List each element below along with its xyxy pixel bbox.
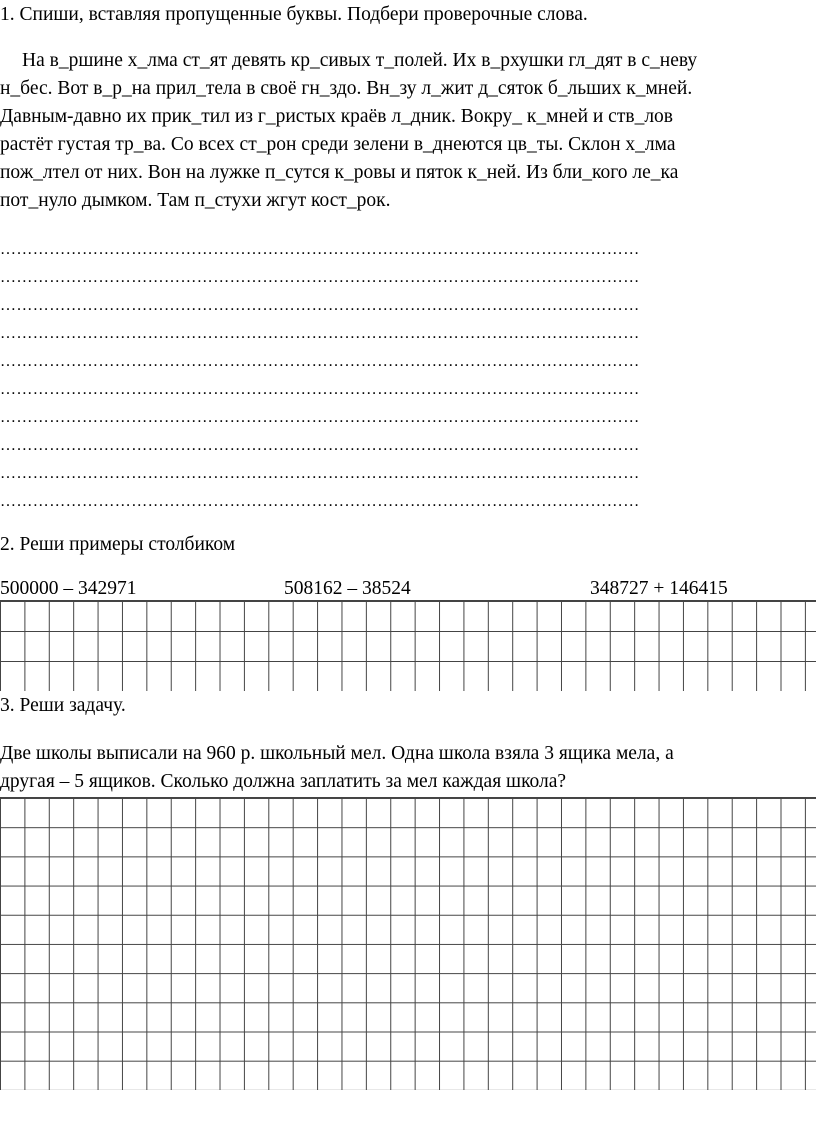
calculation-grid[interactable] (0, 600, 816, 691)
answer-dotted-line[interactable]: ……………………………………………………………………………………………………… (0, 241, 640, 258)
answer-dotted-line[interactable]: ……………………………………………………………………………………………………… (0, 465, 640, 482)
expression-2: 508162 – 38524 (284, 578, 411, 599)
task-3-problem-line: Две школы выписали на 960 р. школьный мел. Одна школа взяла 3 ящика мела, а (0, 743, 674, 764)
solution-grid[interactable] (0, 797, 816, 1090)
expression-3: 348727 + 146415 (590, 578, 728, 599)
task-1-text-line: растёт густая тр_ва. Со всех ст_рон среди зелени в_днеются цв_ты. Склон х_лма (0, 134, 676, 155)
answer-dotted-line[interactable]: ……………………………………………………………………………………………………… (0, 381, 640, 398)
answer-dotted-line[interactable]: ……………………………………………………………………………………………………… (0, 353, 640, 370)
answer-dotted-line[interactable]: ……………………………………………………………………………………………………… (0, 437, 640, 454)
task-1-title: 1. Спиши, вставляя пропущенные буквы. Подбери проверочные слова. (0, 4, 588, 25)
expression-1: 500000 – 342971 (0, 578, 137, 599)
task-1-text-line: На в_ршине х_лма ст_ят девять кр_сивых т_полей. Их в_рхушки гл_дят в с_неву (22, 50, 698, 71)
answer-dotted-line[interactable]: ……………………………………………………………………………………………………… (0, 297, 640, 314)
task-1-text-line: пож_лтел от них. Вон на лужке п_сутся к_ровы и пяток к_ней. Из бли_кого ле_ка (0, 162, 679, 183)
answer-dotted-line[interactable]: ……………………………………………………………………………………………………… (0, 325, 640, 342)
task-3-problem-line: другая – 5 ящиков. Сколько должна заплатить за мел каждая школа? (0, 771, 567, 792)
task-1-text-line: н_бес. Вот в_р_на прил_тела в своё гн_здо. Вн_зу л_жит д_сяток б_льших к_мней. (0, 78, 693, 99)
task-1-text-line: пот_нуло дымком. Там п_стухи жгут кост_рок. (0, 190, 391, 211)
task-2-title: 2. Реши примеры столбиком (0, 534, 236, 555)
answer-dotted-line[interactable]: ……………………………………………………………………………………………………… (0, 409, 640, 426)
answer-dotted-line[interactable]: ……………………………………………………………………………………………………… (0, 269, 640, 286)
task-1-text-line: Давным-давно их прик_тил из г_ристых краёв л_дник. Вокру_ к_мней и ств_лов (0, 106, 674, 127)
answer-dotted-line[interactable]: ……………………………………………………………………………………………………… (0, 493, 640, 510)
task-3-title: 3. Реши задачу. (0, 695, 126, 716)
